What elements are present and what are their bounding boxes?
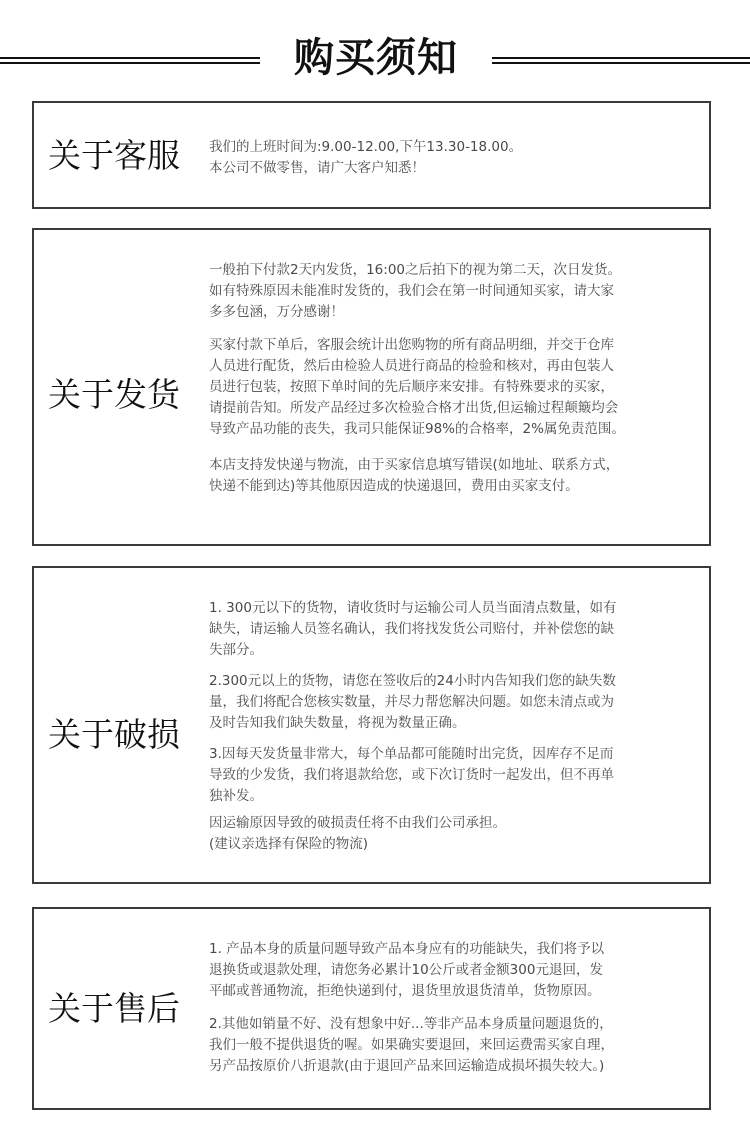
section-shipping	[32, 228, 711, 546]
section-body	[209, 260, 679, 497]
section-paragraph: 因运输原因导致的破损责任将不由我们公司承担。 (建议亲选择有保险的物流)	[209, 815, 506, 852]
section-body	[209, 137, 679, 179]
section-paragraph: 我们的上班时间为:9.00-12.00,下午13.30-18.00。 本公司不做零售，请广大客户知悉！	[209, 139, 523, 176]
section-heading: 关于客服	[48, 136, 180, 175]
section-paragraph: 一般拍下付款2天内发货，16:00之后拍下的视为第二天，次日发货。 如有特殊原因未能准时发货的，我们会在第一时间通知买家，请大家 多多包涵，万分感谢！	[209, 262, 621, 320]
section-paragraph: 买家付款下单后，客服会统计出您购物的所有商品明细，并交于仓库 人员进行配货，然后由检验人员进行商品的检验和核对，再由包装人 员进行包装，按照下单时间的先后顺序来安排。有特殊要求的买家， 请提前告知。所发产品经过多次检验合格才出货,但运输过程颠簸均会 导致产品功能的丧失，我司只能保证98%的合格率，2%属免责范围。	[209, 337, 625, 437]
page-header	[0, 0, 750, 90]
page-title: 购买须知	[294, 35, 458, 81]
section-heading: 关于发货	[48, 375, 180, 414]
section-body	[209, 939, 679, 1077]
section-paragraph: 本店支持发快递与物流，由于买家信息填写错误(如地址、联系方式， 快递不能到达)等其他原因造成的快递退回，费用由买家支付。	[209, 457, 620, 494]
section-heading: 关于售后	[48, 989, 180, 1028]
section-paragraph: 2.其他如销量不好、没有想象中好...等非产品本身质量问题退货的， 我们一般不提供退货的喔。如果确实要退回，来回运费需买家自理， 另产品按原价八折退款(由于退回产品来回运输造成损坏损失较大。)	[209, 1016, 614, 1074]
section-body	[209, 598, 679, 855]
header-rule-right	[492, 57, 750, 64]
header-rule-left	[0, 57, 260, 64]
section-damage	[32, 566, 711, 884]
section-paragraph: 2.300元以上的货物，请您在签收后的24小时内告知我们您的缺失数 量，我们将配合您核实数量，并尽力帮您解决问题。如您未清点或为 及时告知我们缺失数量，将视为数量正确。	[209, 673, 616, 731]
section-customer-service	[32, 101, 711, 209]
section-paragraph: 1. 产品本身的质量问题导致产品本身应有的功能缺失，我们将予以 退换货或退款处理，请您务必累计10公斤或者金额300元退回，发 平邮或普通物流，拒绝快递到付，退货里放退货清单，货物原因。	[209, 941, 605, 999]
section-after-sales	[32, 907, 711, 1110]
section-paragraph: 1. 300元以下的货物，请收货时与运输公司人员当面清点数量，如有 缺失，请运输人员签名确认，我们将找发货公司赔付，并补偿您的缺 失部分。	[209, 600, 617, 658]
section-paragraph: 3.因每天发货量非常大，每个单品都可能随时出完货，因库存不足而 导致的少发货，我们将退款给您，或下次订货时一起发出，但不再单 独补发。	[209, 746, 614, 804]
section-heading: 关于破损	[48, 715, 180, 754]
